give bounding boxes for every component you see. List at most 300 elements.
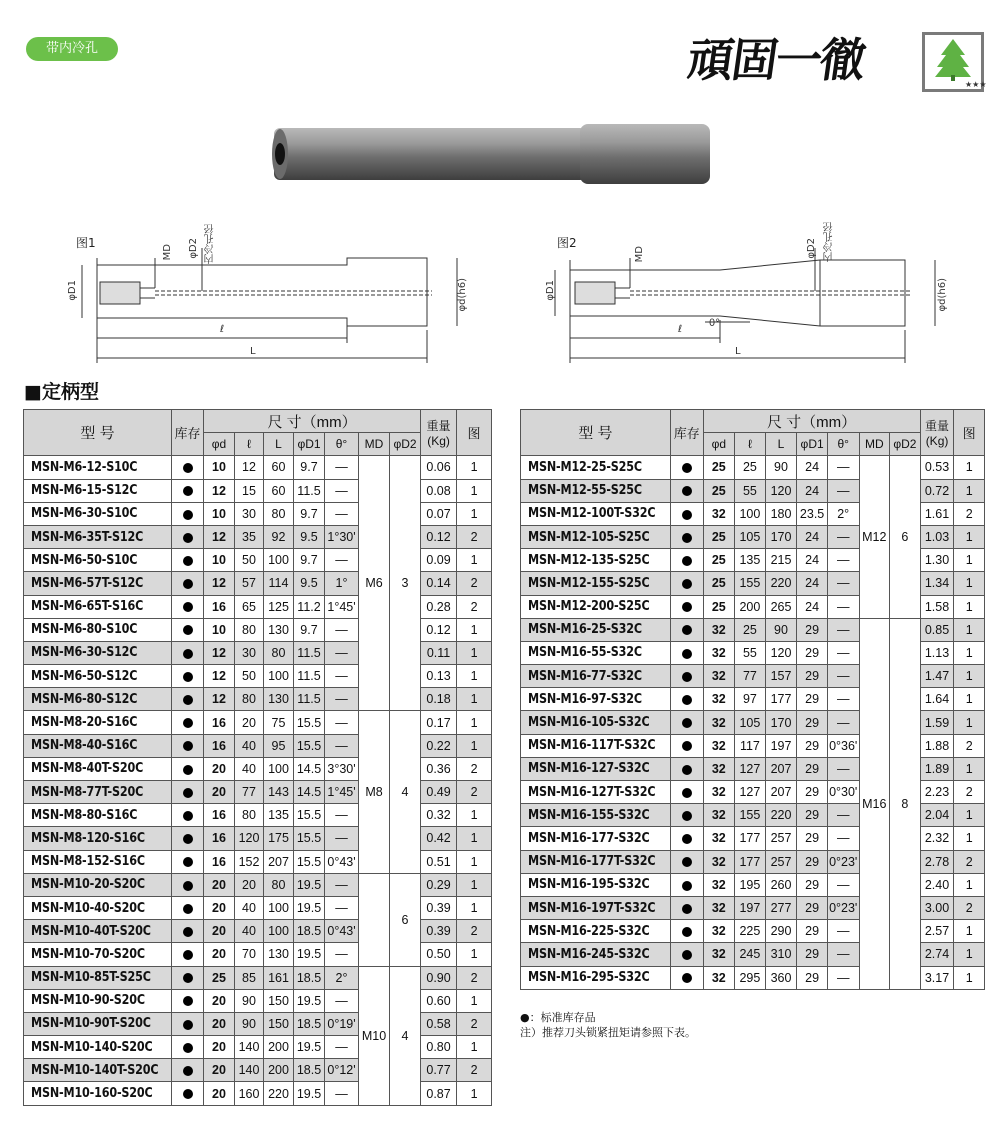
length-cell: 180 bbox=[765, 502, 797, 525]
weight-cell: 1.89 bbox=[920, 757, 954, 780]
fig-cell: 2 bbox=[457, 781, 492, 804]
length-cell: 60 bbox=[264, 456, 294, 479]
table-row bbox=[24, 734, 492, 757]
fig2-d-label: φd(h6) bbox=[937, 278, 948, 312]
d1-cell: 29 bbox=[797, 665, 828, 688]
ell-cell: 100 bbox=[735, 502, 766, 525]
fig1-d-label: φd(h6) bbox=[457, 278, 468, 312]
model-cell: MSN-M16-177-S32C bbox=[521, 827, 671, 850]
d1-cell: 9.7 bbox=[294, 502, 325, 525]
fig-cell: 1 bbox=[954, 618, 985, 641]
phid-cell: 12 bbox=[204, 572, 235, 595]
stock-cell bbox=[172, 688, 204, 711]
figure-2-drawing bbox=[530, 218, 960, 368]
weight-cell: 2.04 bbox=[920, 804, 954, 827]
weight-cell: 0.29 bbox=[421, 873, 457, 896]
d1-cell: 24 bbox=[797, 595, 828, 618]
stock-dot-icon bbox=[682, 672, 692, 682]
d1-cell: 29 bbox=[797, 966, 828, 989]
fig1-ell-label: ℓ bbox=[220, 324, 225, 335]
theta-cell: — bbox=[325, 989, 359, 1012]
table-row bbox=[24, 920, 492, 943]
d1-cell: 9.7 bbox=[294, 549, 325, 572]
phid-cell: 32 bbox=[703, 734, 735, 757]
phid-cell: 20 bbox=[204, 1036, 235, 1059]
figure-1-drawing bbox=[52, 218, 472, 368]
ell-cell: 57 bbox=[235, 572, 264, 595]
length-cell: 80 bbox=[264, 641, 294, 664]
fig-cell: 1 bbox=[954, 456, 985, 479]
ell-cell: 200 bbox=[735, 595, 766, 618]
spec-table-left bbox=[23, 409, 492, 1106]
weight-cell: 2.74 bbox=[920, 943, 954, 966]
model-cell: MSN-M16-295-S32C bbox=[521, 966, 671, 989]
length-cell: 60 bbox=[264, 479, 294, 502]
d1-cell: 29 bbox=[797, 781, 828, 804]
length-cell: 75 bbox=[264, 711, 294, 734]
ell-cell: 55 bbox=[735, 479, 766, 502]
fig-cell: 1 bbox=[954, 665, 985, 688]
phid-cell: 16 bbox=[204, 827, 235, 850]
theta-cell: 0°12' bbox=[325, 1059, 359, 1082]
d1-cell: 11.2 bbox=[294, 595, 325, 618]
length-cell: 257 bbox=[765, 827, 797, 850]
phid-cell: 32 bbox=[703, 618, 735, 641]
d1-cell: 14.5 bbox=[294, 757, 325, 780]
model-cell: MSN-M16-55-S32C bbox=[521, 641, 671, 664]
d1-cell: 15.5 bbox=[294, 827, 325, 850]
header-phiD1: φD1 bbox=[294, 433, 325, 456]
header-weight: 重量 (Kg) bbox=[920, 410, 954, 456]
header-phid: φd bbox=[703, 433, 735, 456]
phid-cell: 20 bbox=[204, 1012, 235, 1035]
stock-dot-icon bbox=[183, 463, 193, 473]
fig-cell: 1 bbox=[457, 943, 492, 966]
phid-cell: 10 bbox=[204, 502, 235, 525]
stock-dot-icon bbox=[183, 765, 193, 775]
fig-cell: 2 bbox=[457, 572, 492, 595]
theta-cell: — bbox=[325, 1082, 359, 1105]
fig2-coolant-label: 内冷孔径 bbox=[824, 222, 835, 262]
ell-cell: 140 bbox=[235, 1036, 264, 1059]
fig-cell: 2 bbox=[954, 781, 985, 804]
d2-cell: 8 bbox=[890, 618, 921, 989]
theta-cell: — bbox=[827, 966, 859, 989]
fig-cell: 1 bbox=[457, 711, 492, 734]
model-cell: MSN-M6-80-S12C bbox=[24, 688, 172, 711]
fig-cell: 1 bbox=[954, 920, 985, 943]
weight-cell: 0.32 bbox=[421, 804, 457, 827]
stock-dot-icon bbox=[183, 695, 193, 705]
table-row bbox=[24, 804, 492, 827]
length-cell: 310 bbox=[765, 943, 797, 966]
model-cell: MSN-M8-80-S16C bbox=[24, 804, 172, 827]
fig2-label: 图2 bbox=[557, 236, 577, 250]
phid-cell: 20 bbox=[204, 781, 235, 804]
stock-cell bbox=[670, 456, 703, 479]
theta-cell: — bbox=[325, 734, 359, 757]
fig-cell: 1 bbox=[954, 757, 985, 780]
coolant-badge: 带内冷孔 bbox=[26, 37, 118, 61]
header-ell: ℓ bbox=[235, 433, 264, 456]
fig-cell: 1 bbox=[954, 804, 985, 827]
fig1-label: 图1 bbox=[76, 236, 96, 250]
weight-cell: 0.28 bbox=[421, 595, 457, 618]
theta-cell: — bbox=[325, 804, 359, 827]
fig1-coolant-label: 内冷孔径 bbox=[205, 224, 216, 264]
weight-cell: 1.58 bbox=[920, 595, 954, 618]
table-row bbox=[24, 665, 492, 688]
d1-cell: 19.5 bbox=[294, 943, 325, 966]
theta-cell: — bbox=[827, 873, 859, 896]
stock-dot-icon bbox=[682, 533, 692, 543]
theta-cell: — bbox=[325, 711, 359, 734]
model-cell: MSN-M8-40-S16C bbox=[24, 734, 172, 757]
stock-dot-icon bbox=[682, 927, 692, 937]
length-cell: 125 bbox=[264, 595, 294, 618]
model-cell: MSN-M12-155-S25C bbox=[521, 572, 671, 595]
model-cell: MSN-M16-97-S32C bbox=[521, 688, 671, 711]
stock-dot-icon bbox=[183, 881, 193, 891]
fig-cell: 2 bbox=[457, 920, 492, 943]
model-cell: MSN-M6-65T-S16C bbox=[24, 595, 172, 618]
stock-dot-icon bbox=[682, 741, 692, 751]
stock-dot-icon bbox=[183, 741, 193, 751]
weight-cell: 0.22 bbox=[421, 734, 457, 757]
header-weight: 重量 (Kg) bbox=[421, 410, 457, 456]
stock-cell bbox=[172, 665, 204, 688]
theta-cell: — bbox=[325, 549, 359, 572]
d1-cell: 29 bbox=[797, 711, 828, 734]
ell-cell: 197 bbox=[735, 896, 766, 919]
stock-cell bbox=[172, 572, 204, 595]
weight-cell: 2.23 bbox=[920, 781, 954, 804]
ell-cell: 55 bbox=[735, 641, 766, 664]
length-cell: 220 bbox=[264, 1082, 294, 1105]
ell-cell: 15 bbox=[235, 479, 264, 502]
length-cell: 150 bbox=[264, 989, 294, 1012]
table-row bbox=[521, 456, 985, 479]
md-cell: M6 bbox=[359, 456, 390, 711]
table-row bbox=[24, 966, 492, 989]
model-cell: MSN-M10-85T-S25C bbox=[24, 966, 172, 989]
theta-cell: — bbox=[827, 827, 859, 850]
stock-cell bbox=[670, 572, 703, 595]
d1-cell: 19.5 bbox=[294, 989, 325, 1012]
stock-cell bbox=[670, 525, 703, 548]
model-cell: MSN-M10-40-S20C bbox=[24, 896, 172, 919]
ell-cell: 105 bbox=[735, 525, 766, 548]
theta-cell: 1°45' bbox=[325, 781, 359, 804]
header-theta: θ° bbox=[325, 433, 359, 456]
phid-cell: 10 bbox=[204, 618, 235, 641]
fig-cell: 1 bbox=[954, 688, 985, 711]
fig1-md-label: MD bbox=[162, 244, 173, 261]
stock-dot-icon bbox=[183, 672, 193, 682]
header-stock: 库存 bbox=[172, 410, 204, 456]
model-cell: MSN-M10-160-S20C bbox=[24, 1082, 172, 1105]
md-cell: M16 bbox=[859, 618, 890, 989]
spec-table-right bbox=[520, 409, 985, 990]
ell-cell: 97 bbox=[735, 688, 766, 711]
ell-cell: 155 bbox=[735, 804, 766, 827]
weight-cell: 0.53 bbox=[920, 456, 954, 479]
stock-dot-icon bbox=[682, 765, 692, 775]
weight-cell: 1.61 bbox=[920, 502, 954, 525]
header-MD: MD bbox=[859, 433, 890, 456]
model-cell: MSN-M12-100T-S32C bbox=[521, 502, 671, 525]
weight-cell: 1.59 bbox=[920, 711, 954, 734]
fig-cell: 1 bbox=[954, 827, 985, 850]
ell-cell: 152 bbox=[235, 850, 264, 873]
ell-cell: 177 bbox=[735, 827, 766, 850]
ell-cell: 50 bbox=[235, 549, 264, 572]
table-row bbox=[24, 1082, 492, 1105]
stock-dot-icon bbox=[183, 950, 193, 960]
stock-cell bbox=[670, 641, 703, 664]
fig-cell: 1 bbox=[457, 618, 492, 641]
fig-cell: 1 bbox=[954, 549, 985, 572]
stock-dot-icon bbox=[682, 857, 692, 867]
weight-cell: 1.03 bbox=[920, 525, 954, 548]
fig-cell: 1 bbox=[954, 943, 985, 966]
stock-cell bbox=[670, 549, 703, 572]
model-cell: MSN-M10-90-S20C bbox=[24, 989, 172, 1012]
weight-cell: 0.36 bbox=[421, 757, 457, 780]
stock-dot-icon bbox=[183, 625, 193, 635]
table-row bbox=[24, 502, 492, 525]
d1-cell: 29 bbox=[797, 641, 828, 664]
fig2-ell-label: ℓ bbox=[678, 324, 683, 335]
stock-cell bbox=[172, 734, 204, 757]
table-row bbox=[24, 688, 492, 711]
theta-cell: — bbox=[827, 549, 859, 572]
stock-cell bbox=[172, 502, 204, 525]
stock-cell bbox=[172, 711, 204, 734]
weight-cell: 0.07 bbox=[421, 502, 457, 525]
phid-cell: 25 bbox=[703, 572, 735, 595]
fig-cell: 1 bbox=[954, 873, 985, 896]
fig-cell: 1 bbox=[457, 850, 492, 873]
ell-cell: 40 bbox=[235, 896, 264, 919]
theta-cell: — bbox=[325, 827, 359, 850]
stock-cell bbox=[670, 943, 703, 966]
weight-cell: 2.78 bbox=[920, 850, 954, 873]
phid-cell: 32 bbox=[703, 873, 735, 896]
weight-cell: 0.60 bbox=[421, 989, 457, 1012]
ell-cell: 25 bbox=[735, 618, 766, 641]
phid-cell: 25 bbox=[703, 479, 735, 502]
length-cell: 157 bbox=[765, 665, 797, 688]
length-cell: 130 bbox=[264, 618, 294, 641]
fig-cell: 1 bbox=[954, 479, 985, 502]
model-cell: MSN-M12-200-S25C bbox=[521, 595, 671, 618]
theta-cell: — bbox=[325, 641, 359, 664]
d1-cell: 18.5 bbox=[294, 1059, 325, 1082]
table-row bbox=[24, 549, 492, 572]
ell-cell: 80 bbox=[235, 618, 264, 641]
d1-cell: 24 bbox=[797, 525, 828, 548]
theta-cell: 0°43' bbox=[325, 920, 359, 943]
ell-cell: 225 bbox=[735, 920, 766, 943]
length-cell: 135 bbox=[264, 804, 294, 827]
table-row bbox=[24, 757, 492, 780]
fig-cell: 2 bbox=[954, 502, 985, 525]
header-model: 型 号 bbox=[24, 410, 172, 456]
weight-cell: 0.08 bbox=[421, 479, 457, 502]
stock-cell bbox=[172, 896, 204, 919]
theta-cell: 0°23' bbox=[827, 850, 859, 873]
d1-cell: 29 bbox=[797, 688, 828, 711]
table-row bbox=[24, 1012, 492, 1035]
length-cell: 100 bbox=[264, 757, 294, 780]
d1-cell: 15.5 bbox=[294, 850, 325, 873]
weight-cell: 0.90 bbox=[421, 966, 457, 989]
holder-photo bbox=[270, 120, 715, 190]
weight-cell: 0.87 bbox=[421, 1082, 457, 1105]
theta-cell: — bbox=[325, 688, 359, 711]
header-phiD2: φD2 bbox=[890, 433, 921, 456]
stock-dot-icon bbox=[183, 927, 193, 937]
table-row bbox=[24, 989, 492, 1012]
md-cell: M8 bbox=[359, 711, 390, 873]
stock-cell bbox=[172, 966, 204, 989]
stock-cell bbox=[670, 711, 703, 734]
stock-note: ●：标准库存品 bbox=[520, 1011, 596, 1024]
length-cell: 80 bbox=[264, 873, 294, 896]
model-cell: MSN-M8-152-S16C bbox=[24, 850, 172, 873]
stock-dot-icon bbox=[183, 649, 193, 659]
d1-cell: 24 bbox=[797, 456, 828, 479]
d1-cell: 9.7 bbox=[294, 618, 325, 641]
length-cell: 207 bbox=[765, 757, 797, 780]
length-cell: 207 bbox=[765, 781, 797, 804]
length-cell: 130 bbox=[264, 943, 294, 966]
d2-cell: 6 bbox=[390, 873, 421, 966]
fig1-d2-label: φD2 bbox=[188, 238, 199, 259]
model-cell: MSN-M6-57T-S12C bbox=[24, 572, 172, 595]
fig-cell: 1 bbox=[954, 572, 985, 595]
phid-cell: 32 bbox=[703, 920, 735, 943]
fig-cell: 2 bbox=[457, 966, 492, 989]
length-cell: 175 bbox=[264, 827, 294, 850]
length-cell: 90 bbox=[765, 618, 797, 641]
model-cell: MSN-M16-77-S32C bbox=[521, 665, 671, 688]
header-ell: ℓ bbox=[735, 433, 766, 456]
tree-logo-icon bbox=[925, 35, 987, 89]
weight-cell: 0.50 bbox=[421, 943, 457, 966]
phid-cell: 10 bbox=[204, 456, 235, 479]
d1-cell: 19.5 bbox=[294, 896, 325, 919]
phid-cell: 20 bbox=[204, 1059, 235, 1082]
stock-dot-icon bbox=[183, 857, 193, 867]
fig-cell: 2 bbox=[457, 595, 492, 618]
stock-cell bbox=[670, 873, 703, 896]
stock-cell bbox=[172, 595, 204, 618]
length-cell: 170 bbox=[765, 711, 797, 734]
theta-cell: — bbox=[325, 943, 359, 966]
md-cell: M10 bbox=[359, 966, 390, 1105]
model-cell: MSN-M6-50-S12C bbox=[24, 665, 172, 688]
fig-cell: 1 bbox=[457, 665, 492, 688]
table-row bbox=[24, 618, 492, 641]
fig-cell: 1 bbox=[457, 549, 492, 572]
model-cell: MSN-M8-120-S16C bbox=[24, 827, 172, 850]
brand-wordmark: 頑固一徹 bbox=[684, 33, 868, 87]
d2-cell: 3 bbox=[390, 456, 421, 711]
stock-cell bbox=[172, 757, 204, 780]
length-cell: 143 bbox=[264, 781, 294, 804]
table-row bbox=[521, 618, 985, 641]
theta-cell: — bbox=[325, 502, 359, 525]
d2-cell: 4 bbox=[390, 711, 421, 873]
phid-cell: 12 bbox=[204, 641, 235, 664]
fig-cell: 1 bbox=[457, 1036, 492, 1059]
d1-cell: 15.5 bbox=[294, 804, 325, 827]
table-row bbox=[24, 711, 492, 734]
model-cell: MSN-M12-105-S25C bbox=[521, 525, 671, 548]
theta-cell: 0°30' bbox=[827, 781, 859, 804]
d1-cell: 19.5 bbox=[294, 1082, 325, 1105]
theta-cell: 1°45' bbox=[325, 595, 359, 618]
stock-cell bbox=[670, 804, 703, 827]
d1-cell: 9.5 bbox=[294, 572, 325, 595]
weight-cell: 0.42 bbox=[421, 827, 457, 850]
length-cell: 150 bbox=[264, 1012, 294, 1035]
model-cell: MSN-M6-35T-S12C bbox=[24, 525, 172, 548]
length-cell: 130 bbox=[264, 688, 294, 711]
table-row bbox=[24, 781, 492, 804]
stock-dot-icon bbox=[183, 556, 193, 566]
phid-cell: 10 bbox=[204, 549, 235, 572]
phid-cell: 32 bbox=[703, 688, 735, 711]
phid-cell: 32 bbox=[703, 827, 735, 850]
theta-cell: — bbox=[325, 665, 359, 688]
length-cell: 95 bbox=[264, 734, 294, 757]
model-cell: MSN-M16-195-S32C bbox=[521, 873, 671, 896]
ell-cell: 50 bbox=[235, 665, 264, 688]
d1-cell: 24 bbox=[797, 572, 828, 595]
theta-cell: 0°36' bbox=[827, 734, 859, 757]
fig-cell: 1 bbox=[954, 595, 985, 618]
ell-cell: 177 bbox=[735, 850, 766, 873]
ell-cell: 135 bbox=[735, 549, 766, 572]
length-cell: 100 bbox=[264, 665, 294, 688]
ell-cell: 120 bbox=[235, 827, 264, 850]
stock-dot-icon bbox=[682, 649, 692, 659]
model-cell: MSN-M8-40T-S20C bbox=[24, 757, 172, 780]
phid-cell: 25 bbox=[204, 966, 235, 989]
stock-dot-icon bbox=[183, 1089, 193, 1099]
theta-cell: 0°23' bbox=[827, 896, 859, 919]
weight-cell: 2.32 bbox=[920, 827, 954, 850]
fig2-L-label: L bbox=[735, 346, 741, 357]
ell-cell: 90 bbox=[235, 1012, 264, 1035]
stock-dot-icon bbox=[183, 973, 193, 983]
ell-cell: 160 bbox=[235, 1082, 264, 1105]
model-cell: MSN-M10-40T-S20C bbox=[24, 920, 172, 943]
model-cell: MSN-M8-20-S16C bbox=[24, 711, 172, 734]
header-MD: MD bbox=[359, 433, 390, 456]
phid-cell: 20 bbox=[204, 757, 235, 780]
phid-cell: 20 bbox=[204, 1082, 235, 1105]
stock-dot-icon bbox=[183, 811, 193, 821]
fig-cell: 1 bbox=[457, 479, 492, 502]
stock-cell bbox=[670, 688, 703, 711]
fig2-theta-label: θ° bbox=[709, 318, 721, 329]
weight-cell: 0.18 bbox=[421, 688, 457, 711]
phid-cell: 32 bbox=[703, 943, 735, 966]
